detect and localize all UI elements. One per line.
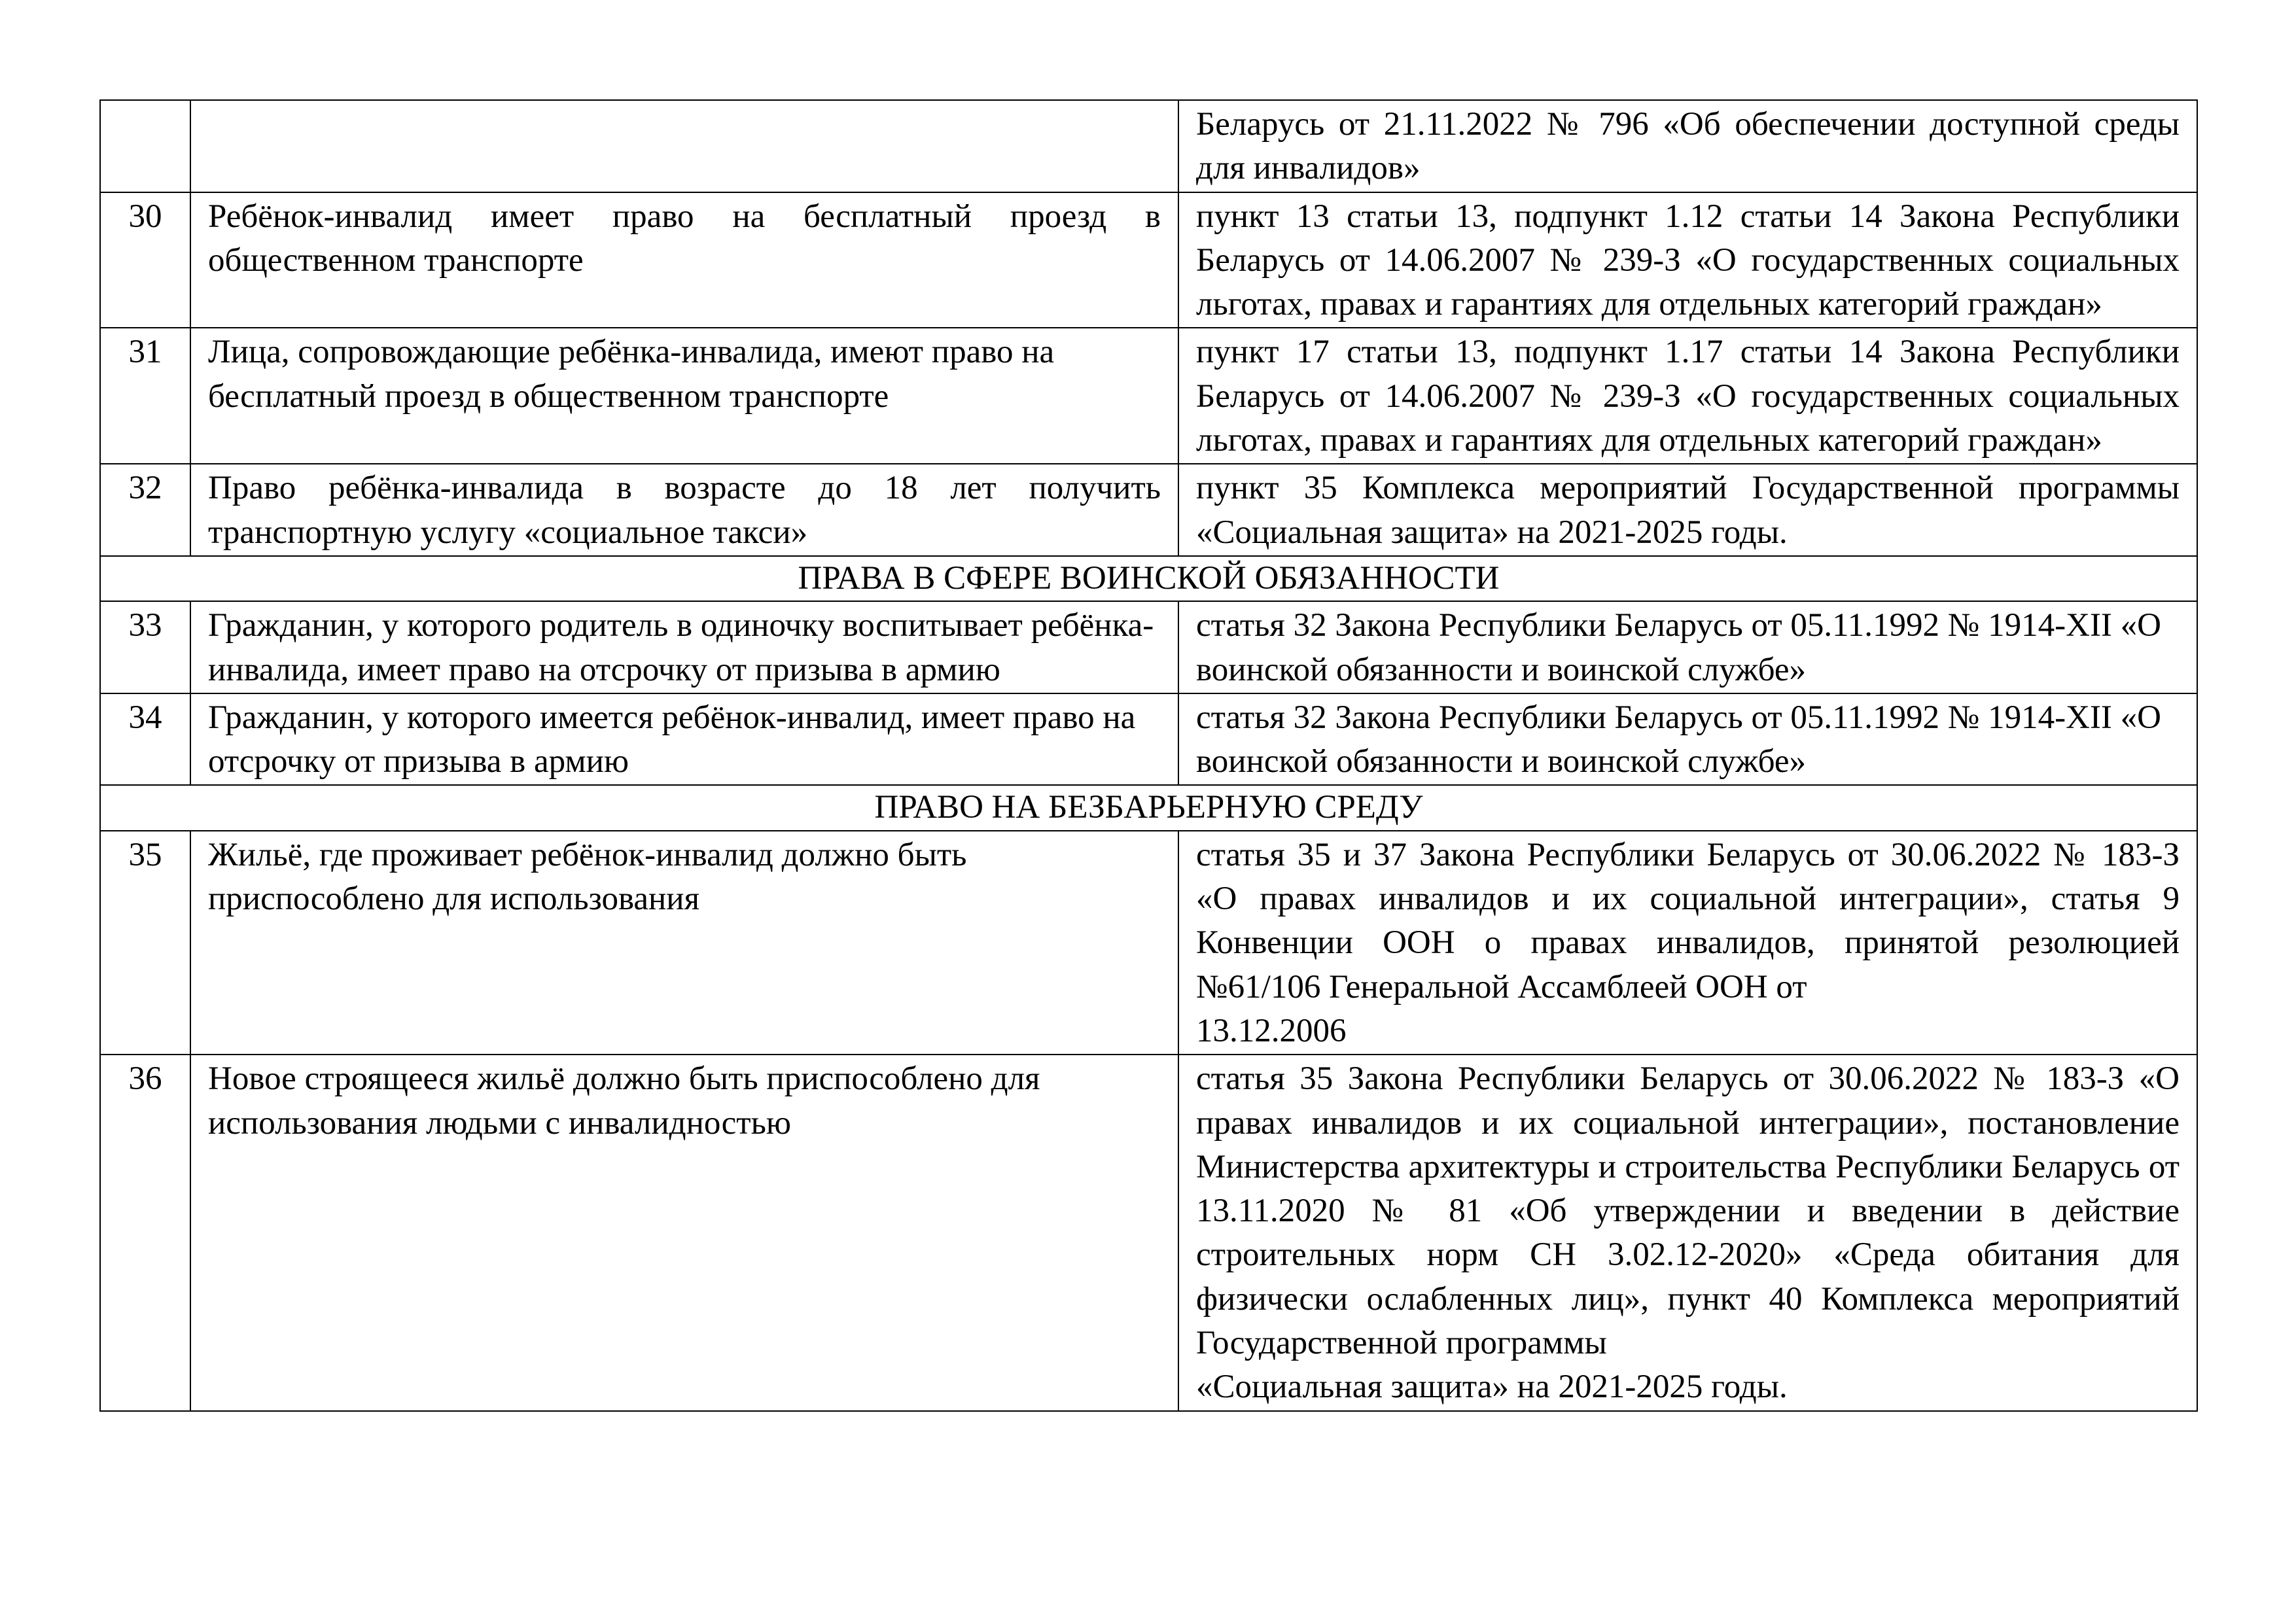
table-row-33 (100, 601, 2197, 693)
section-row-military (100, 556, 2197, 601)
legal-basis (1178, 1055, 2197, 1410)
right-description: Гражданин, у которого имеется ребёнок-инвалид, имеет право на отсрочку от призыва в армию (190, 693, 1178, 786)
legal-basis-text: статья 32 Закона Республики Беларусь от 05.11.1992 № 1914-XII «О воинской обязанности и воинской службе» (1196, 699, 2161, 780)
legal-basis-text-last-line: 13.12.2006 (1196, 1012, 1347, 1049)
right-description: Лица, сопровождающие ребёнка-инвалида, имеют право на бесплатный проезд в общественном транспорте (190, 328, 1178, 464)
table-row-continuation (100, 100, 2197, 192)
table-row-31 (100, 328, 2197, 464)
right-description: Ребёнок-инвалид имеет право на бесплатный проезд в общественном транспорте (190, 192, 1178, 328)
row-number: 34 (100, 693, 190, 786)
legal-basis-text: пункт 17 статьи 13, подпункт 1.17 статьи 14 Закона Республики Беларусь от 14.06.2007 № 239-З «О государственных социальных льготах, правах и гарантиях для отдельных категорий граждан» (1196, 334, 2180, 459)
legal-basis (1178, 693, 2197, 786)
legal-basis-text: пункт 13 статьи 13, подпункт 1.12 статьи 14 Закона Республики Беларусь от 14.06.2007 № 239-З «О государственных социальных льготах, правах и гарантиях для отдельных категорий граждан» (1196, 198, 2180, 323)
row-number: 35 (100, 831, 190, 1055)
legal-basis-text: статья 35 Закона Республики Беларусь от 30.06.2022 № 183-З «О правах инвалидов и их социальной интеграции», постановление Министерства архитектуры и строительства Республики Беларусь от 13.11.2020 № 81 «Об утверждении и введении в действие строительных норм СН 3.02.12-2020» «Среда обитания для физически ослабленных лиц», пункт 40 Комплекса мероприятий Государственной программы (1196, 1060, 2180, 1362)
legal-basis (1178, 601, 2197, 693)
row-number: 31 (100, 328, 190, 464)
table-row-32 (100, 464, 2197, 556)
table-row-34 (100, 693, 2197, 786)
legal-basis (1178, 100, 2197, 192)
row-number: 30 (100, 192, 190, 328)
table-row-35 (100, 831, 2197, 1055)
legal-basis (1178, 328, 2197, 464)
legal-basis-text-last-line: «Социальная защита» на 2021-2025 годы. (1196, 1369, 1788, 1406)
section-heading: ПРАВО НА БЕЗБАРЬЕРНУЮ СРЕДУ (100, 785, 2197, 830)
row-number: 32 (100, 464, 190, 556)
row-number: 33 (100, 601, 190, 693)
legal-basis (1178, 831, 2197, 1055)
legal-basis-text: статья 32 Закона Республики Беларусь от 05.11.1992 № 1914-XII «О воинской обязанности и воинской службе» (1196, 607, 2161, 688)
legal-basis (1178, 192, 2197, 328)
table-row-30 (100, 192, 2197, 328)
section-heading: ПРАВА В СФЕРЕ ВОИНСКОЙ ОБЯЗАННОСТИ (100, 556, 2197, 601)
right-description (190, 100, 1178, 192)
row-number: 36 (100, 1055, 190, 1410)
legal-basis-text: пункт 35 Комплекса мероприятий Государственной программы «Социальная защита» на 2021-2025 годы. (1196, 470, 2180, 551)
legal-basis-text: Беларусь от 21.11.2022 № 796 «Об обеспечении доступной среды для инвалидов» (1196, 106, 2180, 187)
legal-basis-text: статья 35 и 37 Закона Республики Беларусь от 30.06.2022 № 183-З «О правах инвалидов и их социальной интеграции», статья 9 Конвенции ООН о правах инвалидов, принятой резолюцией №61/106 Генеральной Ассамблеей ООН от (1196, 836, 2180, 1005)
table-row-36 (100, 1055, 2197, 1410)
right-description: Гражданин, у которого родитель в одиночку воспитывает ребёнка-инвалида, имеет право на отсрочку от призыва в армию (190, 601, 1178, 693)
legal-basis (1178, 464, 2197, 556)
right-description: Право ребёнка-инвалида в возрасте до 18 лет получить транспортную услугу «социальное такси» (190, 464, 1178, 556)
right-description: Новое строящееся жильё должно быть приспособлено для использования людьми с инвалидностью (190, 1055, 1178, 1410)
section-row-barrier-free (100, 785, 2197, 830)
row-number (100, 100, 190, 192)
right-description: Жильё, где проживает ребёнок-инвалид должно быть приспособлено для использования (190, 831, 1178, 1055)
rights-table (99, 99, 2198, 1412)
